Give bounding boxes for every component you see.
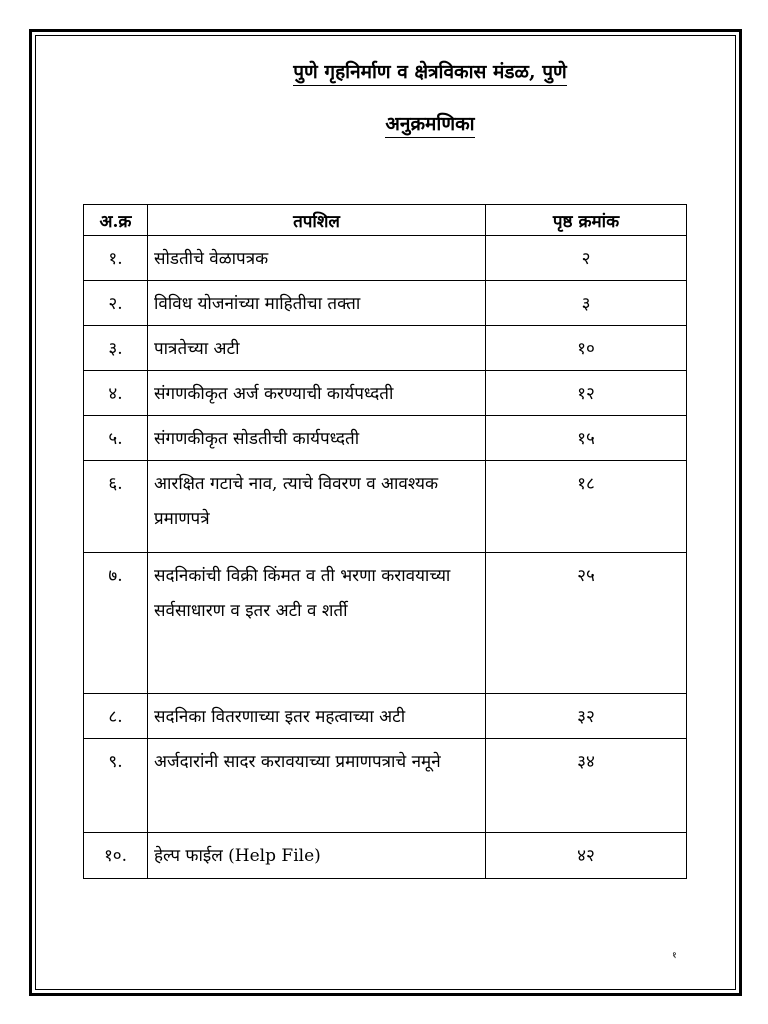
table-row bbox=[84, 371, 687, 416]
row-serial: १०. bbox=[84, 833, 148, 879]
contents-table bbox=[83, 204, 687, 879]
row-detail: सदनिकांची विक्री किंमत व ती भरणा करावयाच्या सर्वसाधारण व इतर अटी व शर्ती bbox=[148, 553, 486, 694]
row-page: २५ bbox=[486, 553, 687, 694]
header-detail: तपशिल bbox=[148, 205, 486, 236]
row-page: १८ bbox=[486, 461, 687, 553]
row-serial: ९. bbox=[84, 739, 148, 833]
row-detail: संगणकीकृत अर्ज करण्याची कार्यपध्दती bbox=[148, 371, 486, 416]
table-row bbox=[84, 833, 687, 879]
row-serial: १. bbox=[84, 236, 148, 281]
row-serial: ७. bbox=[84, 553, 148, 694]
row-page: ३२ bbox=[486, 694, 687, 739]
table-row bbox=[84, 281, 687, 326]
header-page-number: पृष्ठ क्रमांक bbox=[486, 205, 687, 236]
table-header-row bbox=[84, 205, 687, 236]
row-detail: संगणकीकृत सोडतीची कार्यपध्दती bbox=[148, 416, 486, 461]
row-serial: ५. bbox=[84, 416, 148, 461]
row-detail: सदनिका वितरणाच्या इतर महत्वाच्या अटी bbox=[148, 694, 486, 739]
table-row bbox=[84, 553, 687, 694]
row-page: ३४ bbox=[486, 739, 687, 833]
table-row bbox=[84, 416, 687, 461]
document-title: पुणे गृहनिर्माण व क्षेत्रविकास मंडळ, पुणे bbox=[230, 58, 630, 84]
row-serial: ४. bbox=[84, 371, 148, 416]
row-detail: पात्रतेच्या अटी bbox=[148, 326, 486, 371]
row-detail: विविध योजनांच्या माहितीचा तक्ता bbox=[148, 281, 486, 326]
row-serial: २. bbox=[84, 281, 148, 326]
row-detail: आरक्षित गटाचे नाव, त्याचे विवरण व आवश्यक प्रमाणपत्रे bbox=[148, 461, 486, 553]
row-page: १० bbox=[486, 326, 687, 371]
row-page: ४२ bbox=[486, 833, 687, 879]
row-detail: हेल्प फाईल (Help File) bbox=[148, 833, 486, 879]
table-row bbox=[84, 326, 687, 371]
row-page: १५ bbox=[486, 416, 687, 461]
row-serial: ३. bbox=[84, 326, 148, 371]
table-row bbox=[84, 236, 687, 281]
row-page: १२ bbox=[486, 371, 687, 416]
row-serial: ८. bbox=[84, 694, 148, 739]
row-detail: सोडतीचे वेळापत्रक bbox=[148, 236, 486, 281]
header-serial: अ.क्र bbox=[84, 205, 148, 236]
row-page: ३ bbox=[486, 281, 687, 326]
table-row bbox=[84, 739, 687, 833]
table-row bbox=[84, 694, 687, 739]
table-row bbox=[84, 461, 687, 553]
row-serial: ६. bbox=[84, 461, 148, 553]
row-detail: अर्जदारांनी सादर करावयाच्या प्रमाणपत्राचे नमूने bbox=[148, 739, 486, 833]
document-subtitle: अनुक्रमणिका bbox=[230, 110, 630, 136]
page-number: १ bbox=[672, 951, 677, 961]
row-page: २ bbox=[486, 236, 687, 281]
